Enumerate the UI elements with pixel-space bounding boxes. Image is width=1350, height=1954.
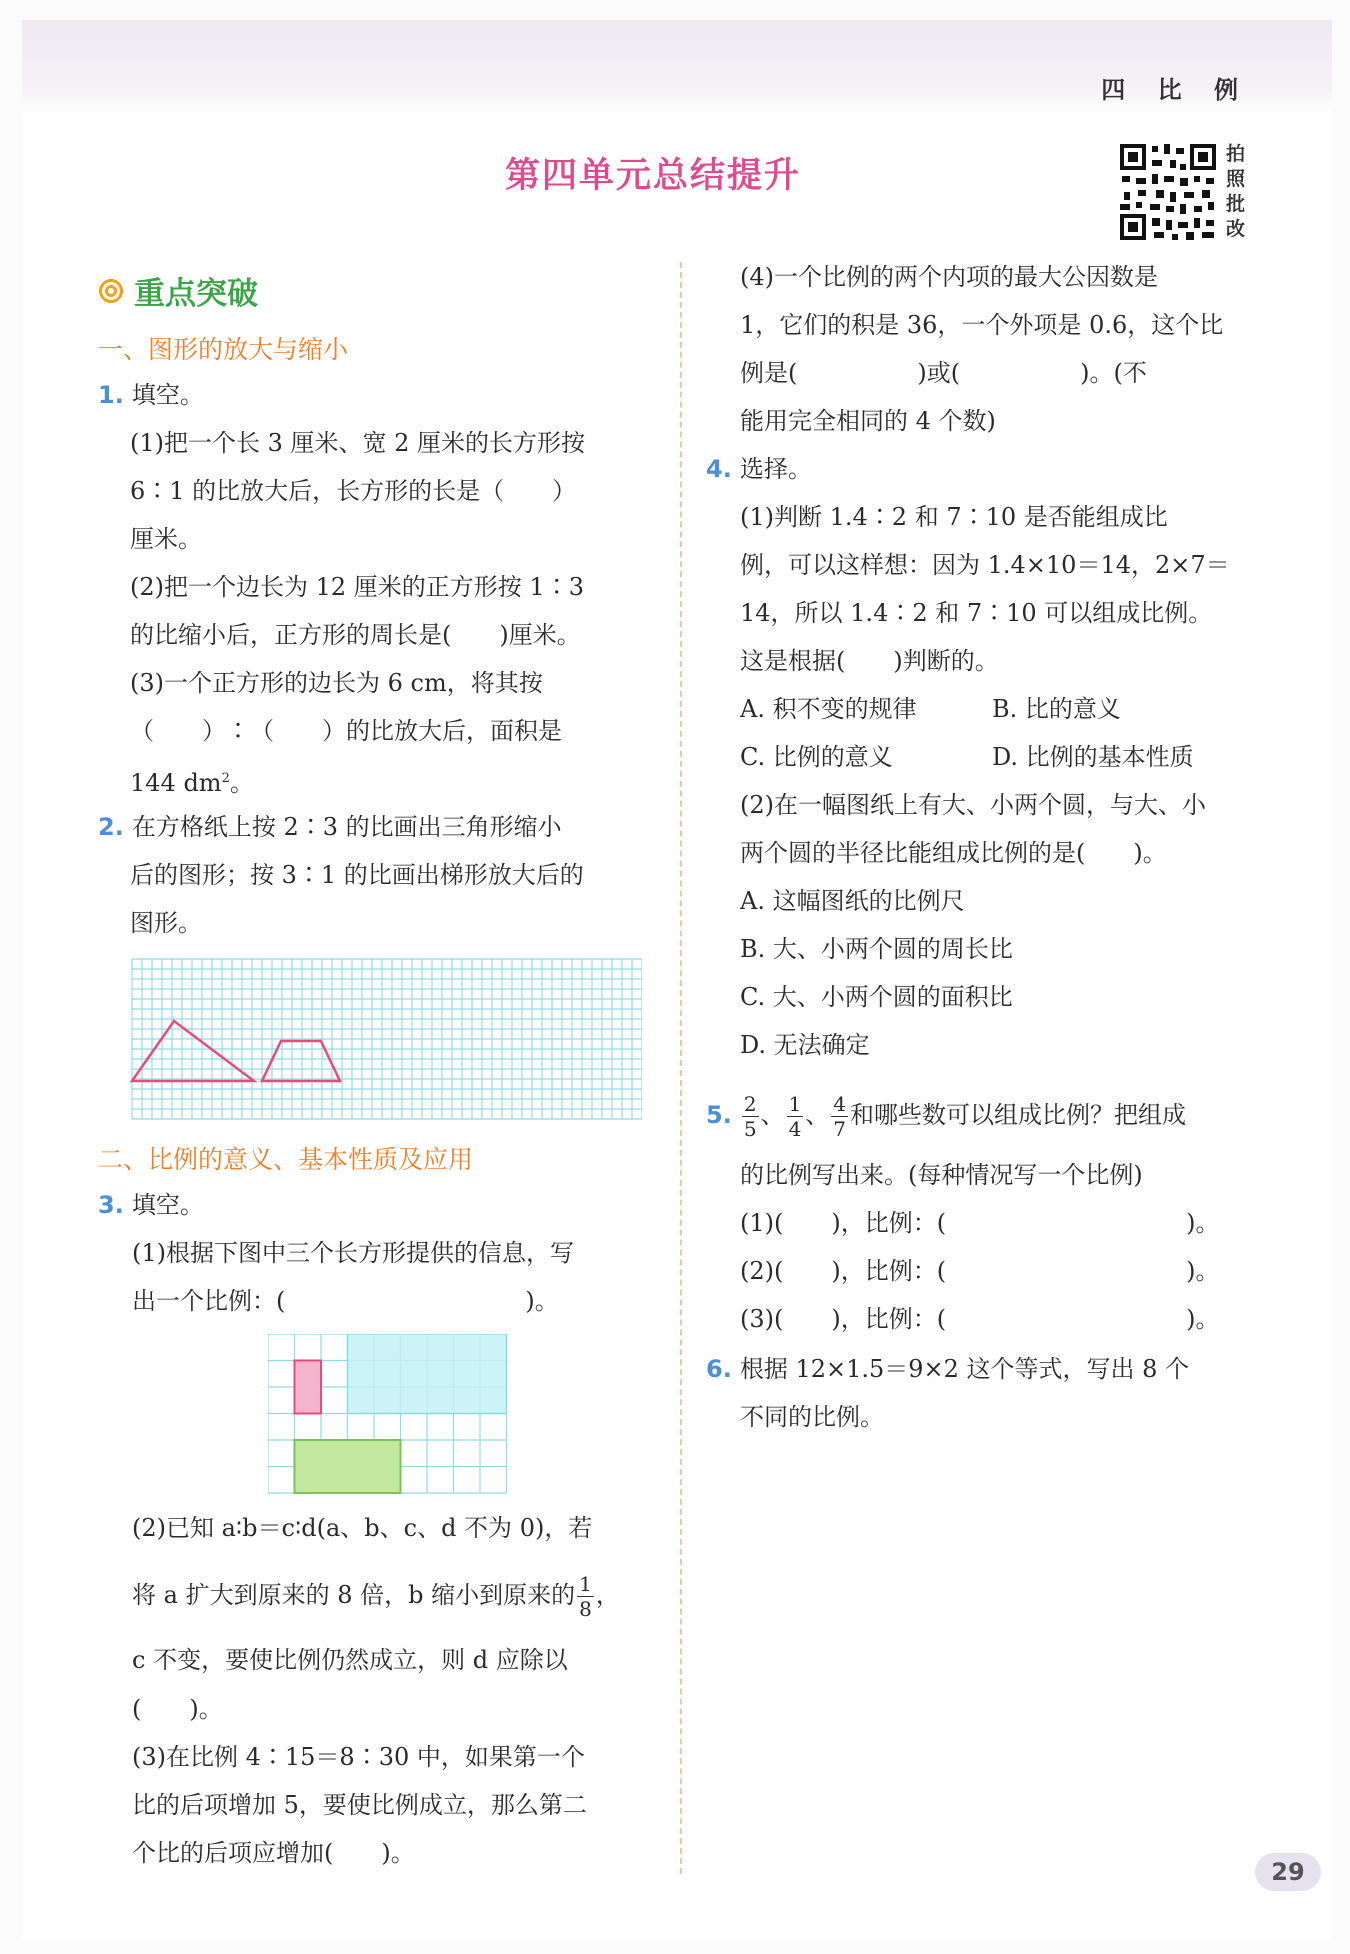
q6-number: 6. bbox=[706, 1355, 732, 1383]
frac-den: 4 bbox=[788, 1117, 802, 1141]
q5-separator: 、 bbox=[805, 1101, 830, 1129]
q3-s2-comma: ， bbox=[595, 1581, 620, 1609]
q1-s3-line2: （ ）∶（ ）的比放大后，面积是 bbox=[130, 717, 562, 745]
target-icon bbox=[96, 276, 126, 306]
q4-s1-line2: 例，可以这样想：因为 1.4×10＝14，2×7＝ bbox=[740, 551, 1230, 579]
q3-s3-line2: 比的后项增加 5，要使比例成立，那么第二 bbox=[132, 1791, 587, 1819]
q1-s2-line1: (2)把一个边长为 12 厘米的正方形按 1∶3 bbox=[130, 573, 584, 601]
q5-answer-2[interactable]: (2)( )，比例：( )。 bbox=[740, 1257, 1220, 1285]
q1-s3-line1: (3)一个正方形的边长为 6 cm，将其按 bbox=[130, 669, 543, 697]
section-heading bbox=[96, 268, 258, 313]
frac-den: 5 bbox=[743, 1117, 757, 1141]
fraction-one-eighth bbox=[577, 1572, 594, 1621]
fraction-one-fourth bbox=[787, 1092, 804, 1141]
q4-s1-line3: 14，所以 1.4∶2 和 7∶10 可以组成比例。 bbox=[740, 599, 1213, 627]
q4-s1-line1: (1)判断 1.4∶2 和 7∶10 是否能组成比 bbox=[740, 503, 1168, 531]
fraction-four-sevenths bbox=[831, 1092, 848, 1141]
q1-stem-text: 填空。 bbox=[131, 381, 204, 409]
q5-separator: 、 bbox=[760, 1101, 785, 1129]
q1-s3-end: 。 bbox=[229, 769, 254, 797]
q2-number: 2. bbox=[98, 813, 124, 841]
q1-number: 1. bbox=[98, 381, 124, 409]
frac-num: 2 bbox=[743, 1092, 757, 1116]
q2-line1 bbox=[98, 812, 562, 842]
q1-s2-line2: 的比缩小后，正方形的周长是( )厘米。 bbox=[130, 621, 581, 649]
pink-rectangle bbox=[295, 1361, 322, 1414]
frac-den: 8 bbox=[579, 1597, 592, 1621]
q3-s1-line1: (1)根据下图中三个长方形提供的信息，写 bbox=[132, 1239, 574, 1267]
q3-s1-line2: 出一个比例：( )。 bbox=[132, 1287, 559, 1315]
qr-caption: 拍照批改 bbox=[1226, 143, 1246, 240]
part2-heading: 二、比例的意义、基本性质及应用 bbox=[98, 1145, 474, 1174]
rectangles-grid bbox=[268, 1334, 508, 1497]
column-divider bbox=[680, 262, 682, 1874]
q3-number: 3. bbox=[98, 1191, 124, 1219]
q1-s1-line3: 厘米。 bbox=[130, 525, 202, 553]
q2-line2: 后的图形；按 3∶1 的比画出梯形放大后的 bbox=[130, 861, 584, 889]
q4-s1-option-b[interactable]: B. 比的意义 bbox=[992, 695, 1121, 723]
q5-answer-3[interactable]: (3)( )，比例：( )。 bbox=[740, 1305, 1220, 1333]
q3-s4-line4: 能用完全相同的 4 个数) bbox=[740, 407, 996, 435]
q3-s3-line3: 个比的后项应增加( )。 bbox=[132, 1839, 415, 1867]
q5-answer-1[interactable]: (1)( )，比例：( )。 bbox=[740, 1209, 1220, 1237]
page-title: 第四单元总结提升 bbox=[505, 156, 802, 196]
q1-s1-line1: (1)把一个长 3 厘米、宽 2 厘米的长方形按 bbox=[130, 429, 586, 457]
q3-s2-text: 将 a 扩大到原来的 8 倍，b 缩小到原来的 bbox=[132, 1581, 576, 1609]
green-rectangle bbox=[295, 1440, 401, 1493]
q1-s1-line2: 6∶1 的比放大后，长方形的长是（ ） bbox=[130, 477, 577, 505]
q5-text: 和哪些数可以组成比例？把组成 bbox=[850, 1101, 1187, 1129]
frac-num: 1 bbox=[579, 1572, 592, 1596]
q3-stem-text: 填空。 bbox=[131, 1191, 204, 1219]
q2-line3: 图形。 bbox=[130, 909, 202, 937]
part1-heading: 一、图形的放大与缩小 bbox=[98, 335, 349, 364]
q3-s2-line3: c 不变，要使比例仍然成立，则 d 应除以 bbox=[132, 1646, 568, 1674]
q5-line2: 的比例写出来。(每种情况写一个比例) bbox=[740, 1161, 1143, 1189]
q3-s4-line1: (4)一个比例的两个内项的最大公因数是 bbox=[740, 263, 1158, 291]
q6-text1: 根据 12×1.5＝9×2 这个等式，写出 8 个 bbox=[739, 1355, 1190, 1383]
q3-s2-line1: (2)已知 a∶b＝c∶d(a、b、c、d 不为 0)，若 bbox=[132, 1514, 593, 1542]
q4-s1-option-a[interactable]: A. 积不变的规律 bbox=[740, 695, 917, 723]
q4-s2-option-a[interactable]: A. 这幅图纸的比例尺 bbox=[740, 887, 965, 915]
q4-s1-line4: 这是根据( )判断的。 bbox=[740, 647, 999, 675]
q1-s3-line3 bbox=[130, 764, 254, 798]
q4-s1-option-c[interactable]: C. 比例的意义 bbox=[740, 743, 893, 771]
q3-s3-line1: (3)在比例 4∶15＝8∶30 中，如果第一个 bbox=[132, 1743, 585, 1771]
q4-s2-option-d[interactable]: D. 无法确定 bbox=[740, 1031, 870, 1059]
q5-line1 bbox=[706, 1092, 1186, 1141]
fraction-two-fifths bbox=[742, 1092, 759, 1141]
q4-stem bbox=[706, 454, 812, 484]
q5-number: 5. bbox=[706, 1101, 732, 1129]
q4-s2-line2: 两个圆的半径比能组成比例的是( )。 bbox=[740, 839, 1167, 867]
q4-s2-option-c[interactable]: C. 大、小两个圆的面积比 bbox=[740, 983, 1013, 1011]
q3-stem bbox=[98, 1190, 204, 1220]
frac-num: 4 bbox=[833, 1092, 847, 1116]
q1-s3-exponent: 2 bbox=[221, 771, 230, 786]
trapezoid-shape bbox=[262, 1041, 340, 1081]
drawing-grid[interactable] bbox=[130, 957, 642, 1122]
q1-stem bbox=[98, 380, 204, 410]
page-number: 29 bbox=[1255, 1853, 1321, 1891]
cyan-rectangle bbox=[348, 1334, 507, 1414]
q3-s4-line2: 1，它们的积是 36，一个外项是 0.6，这个比 bbox=[740, 311, 1224, 339]
frac-den: 7 bbox=[833, 1117, 847, 1141]
q4-s2-option-b[interactable]: B. 大、小两个圆的周长比 bbox=[740, 935, 1013, 963]
q3-s2-line2 bbox=[132, 1572, 620, 1621]
chapter-label: 四 比 例 bbox=[1101, 76, 1250, 104]
q6-line1 bbox=[706, 1354, 1189, 1384]
triangle-shape bbox=[132, 1021, 254, 1081]
q3-s2-line4: ( )。 bbox=[132, 1695, 223, 1723]
q4-s2-line1: (2)在一幅图纸上有大、小两个圆，与大、小 bbox=[740, 791, 1206, 819]
q1-s3-value: 144 dm bbox=[130, 769, 222, 797]
frac-num: 1 bbox=[788, 1092, 802, 1116]
q4-stem-text: 选择。 bbox=[739, 455, 812, 483]
q2-text1: 在方格纸上按 2∶3 的比画出三角形缩小 bbox=[131, 813, 562, 841]
q6-line2: 不同的比例。 bbox=[740, 1403, 884, 1431]
q4-number: 4. bbox=[706, 455, 732, 483]
qr-code[interactable] bbox=[1118, 142, 1218, 242]
section-title: 重点突破 bbox=[134, 276, 258, 312]
q3-s4-line3: 例是( )或( )。(不 bbox=[740, 359, 1147, 387]
q4-s1-option-d[interactable]: D. 比例的基本性质 bbox=[992, 743, 1194, 771]
